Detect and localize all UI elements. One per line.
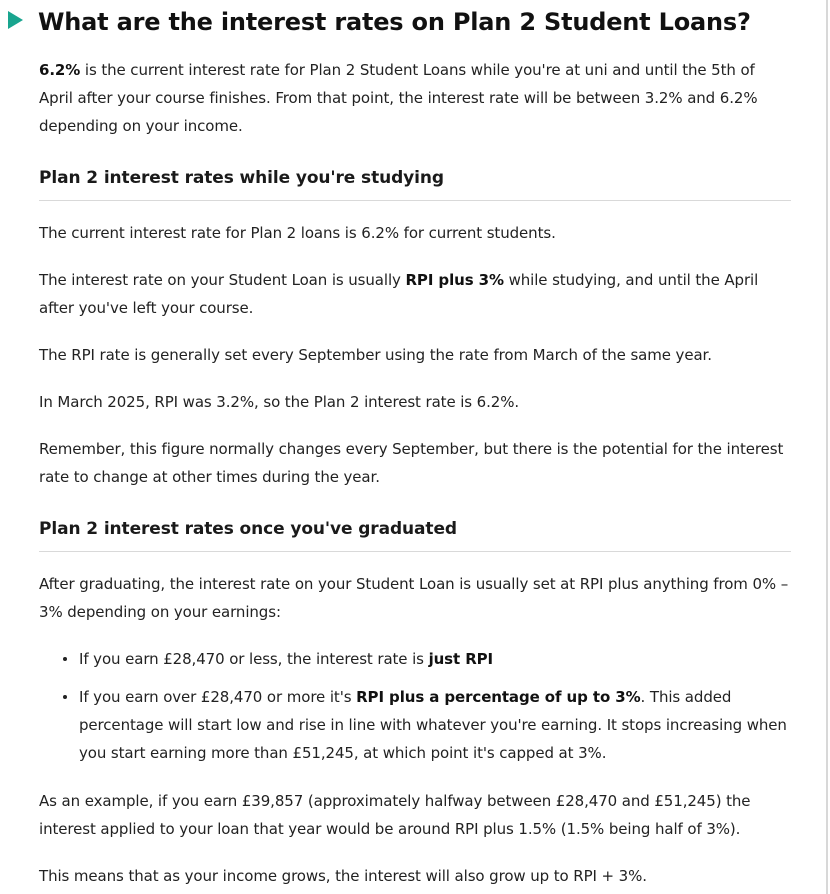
graduated-heading: Plan 2 interest rates once you've graduated bbox=[39, 515, 791, 552]
list-item bbox=[79, 683, 791, 767]
intro-paragraph bbox=[39, 56, 791, 140]
intro-rate: 6.2% bbox=[39, 61, 81, 79]
graduated-paragraph-3: This means that as your income grows, the interest will also grow up to RPI + 3%. bbox=[39, 867, 647, 885]
earnings-list bbox=[39, 645, 791, 767]
studying-paragraph-3: The RPI rate is generally set every September using the rate from March of the same year. bbox=[39, 346, 712, 364]
scrollbar-edge bbox=[826, 0, 828, 894]
studying-section bbox=[39, 164, 791, 491]
bullet2-text-before: If you earn over £28,470 or more it's bbox=[79, 688, 357, 706]
rpi-plus-percentage-bold: RPI plus a percentage of up to 3% bbox=[356, 688, 641, 706]
graduated-paragraph-2: As an example, if you earn £39,857 (approximately halfway between £28,470 and £51,245) the interest applied to your loan that year would be around RPI plus 1.5% (1.5% being half of 3%). bbox=[39, 792, 751, 838]
graduated-section bbox=[39, 515, 791, 890]
studying-p2-after: while studying, and until the April after you've left your course. bbox=[39, 271, 759, 317]
rpi-plus-3-bold: RPI plus 3% bbox=[405, 271, 504, 289]
studying-p2-before: The interest rate on your Student Loan is usually bbox=[39, 271, 406, 289]
intro-text: is the current interest rate for Plan 2 Student Loans while you're at uni and until the 5th of April after your course finishes. From that point, the interest rate will be between 3.2% and 6.2% depending on your income. bbox=[39, 61, 758, 135]
article-content bbox=[39, 56, 791, 890]
studying-paragraph-5: Remember, this figure normally changes every September, but there is the potential for the interest rate to change at other times during the year. bbox=[39, 440, 784, 486]
expand-triangle-icon[interactable] bbox=[8, 11, 23, 29]
studying-heading: Plan 2 interest rates while you're studying bbox=[39, 164, 791, 201]
section-title[interactable]: What are the interest rates on Plan 2 Student Loans? bbox=[38, 8, 751, 36]
list-item bbox=[79, 645, 791, 673]
just-rpi-bold: just RPI bbox=[428, 650, 494, 668]
studying-paragraph-4: In March 2025, RPI was 3.2%, so the Plan 2 interest rate is 6.2%. bbox=[39, 393, 520, 411]
studying-paragraph-1: The current interest rate for Plan 2 loans is 6.2% for current students. bbox=[39, 224, 556, 242]
studying-paragraph-2 bbox=[39, 266, 791, 322]
graduated-paragraph-1: After graduating, the interest rate on your Student Loan is usually set at RPI plus anything from 0% – 3% depending on your earnings: bbox=[39, 575, 789, 621]
bullet2-text-after: . This added percentage will start low and rise in line with whatever you're earning. It stops increasing when you start earning more than £51,245, at which point it's capped at 3%. bbox=[79, 688, 787, 762]
bullet1-text: If you earn £28,470 or less, the interest rate is bbox=[79, 650, 429, 668]
